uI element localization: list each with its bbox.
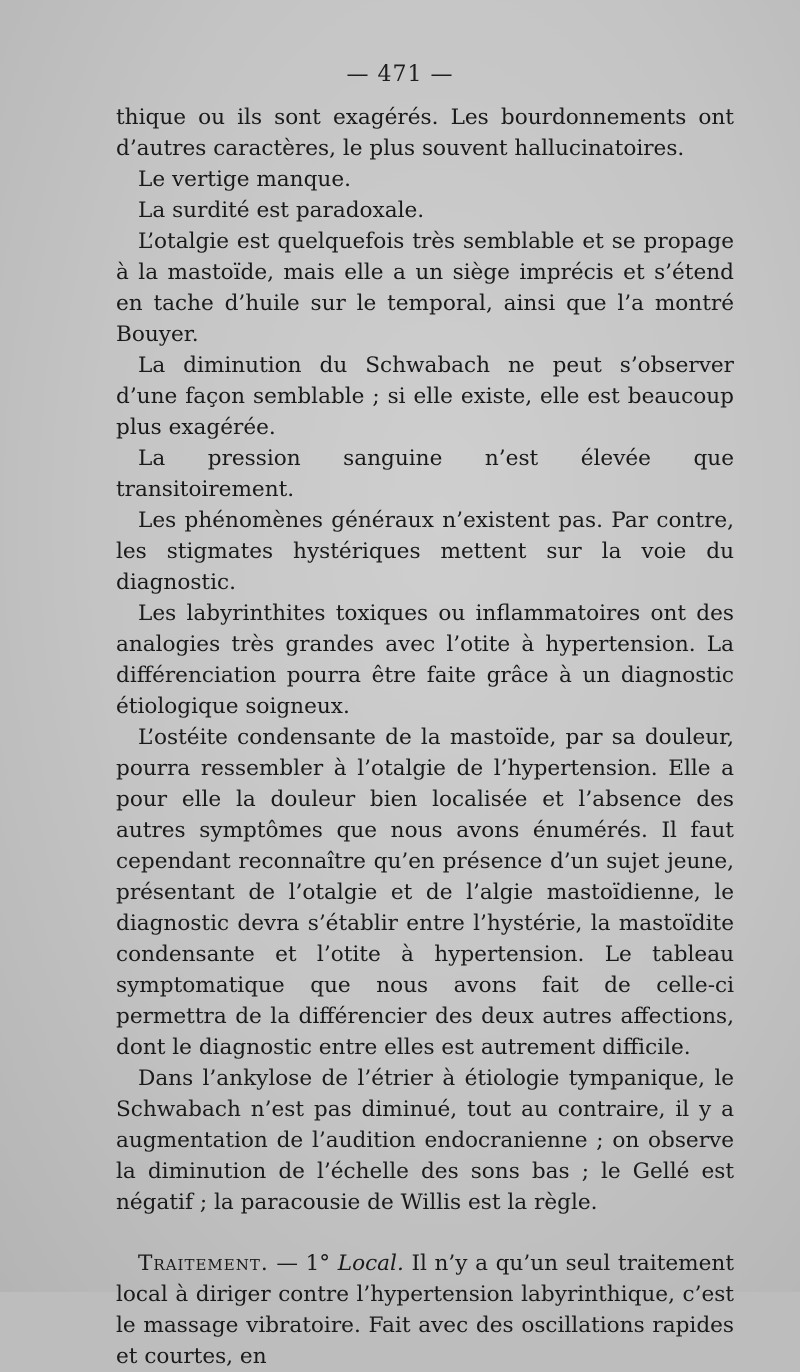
treatment-subheading: Local. (337, 1251, 404, 1276)
body-text (116, 102, 734, 1372)
paragraph: thique ou ils sont exagérés. Les bourdonnements ont d’autres caractères, le plus souvent hallucinatoires. (116, 105, 734, 161)
treatment-dash: — (268, 1251, 306, 1276)
page-number: — 471 — (346, 62, 454, 87)
paragraph: Le vertige manque. (138, 167, 351, 192)
paragraph: Dans l’ankylose de l’étrier à étiologie tympanique, le Schwabach n’est pas diminué, tout au contraire, il y a augmentation de l’audition endocranienne ; on observe la diminution de l’échelle des sons bas ; le Gellé est négatif ; la paracousie de Willis est la règle. (116, 1066, 734, 1215)
treatment-text: Il n’y a qu’un seul traitement local à diriger contre l’hypertension labyrinthique, c’est le massage vibratoire. Fait avec des oscillations rapides et courtes, en (116, 1251, 735, 1369)
treatment-paragraph (116, 1248, 734, 1372)
paragraph: La pression sanguine n’est élevée que transitoirement. (116, 446, 734, 502)
treatment-number: 1° (305, 1251, 338, 1276)
section-gap (116, 1218, 734, 1248)
paragraph: La diminution du Schwabach ne peut s’observer d’une façon semblable ; si elle existe, elle est beaucoup plus exagérée. (116, 353, 734, 440)
paragraph: L’otalgie est quelquefois très semblable et se propage à la mastoïde, mais elle a un siège imprécis et s’étend en tache d’huile sur le temporal, ainsi que l’a montré Bouyer. (116, 229, 734, 347)
paragraph: L’ostéite condensante de la mastoïde, par sa douleur, pourra ressembler à l’otalgie de l’hypertension. Elle a pour elle la douleur bien localisée et l’absence des autres symptômes que nous avons énumérés. Il faut cependant reconnaître qu’en présence d’un sujet jeune, présentant de l’otalgie et de l’algie mastoïdienne, le diagnostic devra s’établir entre l’hystérie, la mastoïdite condensante et l’otite à hypertension. Le tableau symptomatique que nous avons fait de celle-ci permettra de la différencier des deux autres affections, dont le diagnostic entre elles est autrement difficile. (116, 725, 734, 1060)
paragraph: La surdité est paradoxale. (138, 198, 425, 223)
treatment-heading: Traitement. (138, 1251, 269, 1276)
paragraph: Les phénomènes généraux n’existent pas. Par contre, les stigmates hystériques mettent sur la voie du diagnostic. (116, 508, 734, 595)
paragraph: Les labyrinthites toxiques ou inflammatoires ont des analogies très grandes avec l’otite à hypertension. La différenciation pourra être faite grâce à un diagnostic étiologique soigneux. (116, 601, 734, 719)
